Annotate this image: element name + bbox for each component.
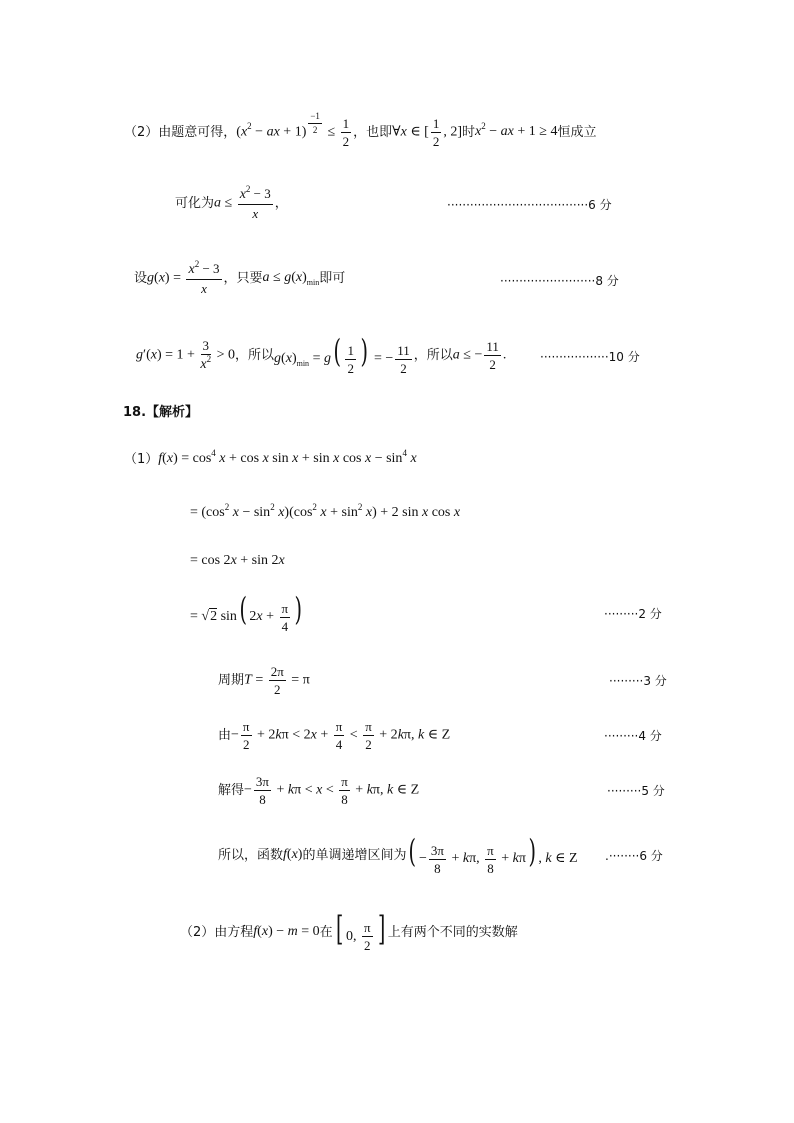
formula-interval: ( − $\frac{3\pi}{8}$ + kπ, $\frac{\pi}{8}$ + kπ) , k ∈ Z bbox=[408, 832, 578, 876]
formula-double-angle: = cos 2x + sin 2x bbox=[190, 553, 285, 568]
line-define-g: 设 g(x) = $\frac{x^2 - 3}{x}$ ，只要 $a \le g(x)_{min}$ 即可 bbox=[134, 258, 346, 296]
score-6: ·····································6 分 bbox=[447, 198, 612, 212]
formula-g-prime: g′(x) = 1 + $\frac{3}{x^2}$ > 0 bbox=[136, 337, 236, 372]
line-inequality: 由 − $\frac{\pi}{2}$ + 2kπ < 2x + $\frac{\pi}{4}$ < $\frac{\pi}{2}$ + 2kπ, k ∈ Z bbox=[218, 718, 451, 752]
score-8: ·························8 分 bbox=[500, 274, 619, 288]
formula-quadratic: $x^2$ − ax + 1 ≥ 4 bbox=[475, 121, 558, 139]
formula-inequality: ($x^2$ − ax + 1) $\frac{-1}{2}$ ≤ $\frac{1}{2}$ bbox=[236, 110, 350, 149]
score-6b: .········6 分 bbox=[605, 849, 663, 863]
score-2: ·········2 分 bbox=[604, 607, 662, 621]
line-period: 周期 T = $\frac{2\pi}{2}$ = π bbox=[218, 663, 310, 697]
formula-f-def: $f(x) = \cos^4 x + \cos x$ sin x + sin x $\cos x - \sin^4 x$ bbox=[158, 448, 417, 466]
formula-f-x: f(x) bbox=[283, 847, 303, 862]
line-interval: 所以，函数 f(x) 的单调递增区间为 ( − $\frac{3\pi}{8}$ + kπ, $\frac{\pi}{8}$ + kπ) , k ∈ Z bbox=[218, 832, 578, 876]
score-5: ·········5 分 bbox=[607, 784, 665, 798]
line-derivative: g′(x) = 1 + $\frac{3}{x^2}$ > 0 ，所以 $g(x)_{min} = g$( $\frac{1}{2}$ ) = − $\frac{11}{2}$ ，所以 a ≤ − $\frac{11}{2}$ . bbox=[136, 332, 507, 376]
line-f-def: （1） $f(x) = \cos^4 x + \cos x$ sin x + sin x $\cos x - \sin^4 x$ bbox=[124, 448, 417, 467]
score-10: ··················10 分 bbox=[540, 350, 640, 364]
formula-forall: ∀x ∈ [ $\frac{1}{2}$ , 2] bbox=[392, 115, 463, 149]
formula-expand: = ($\cos^2$ $x - \sin^2 x)(\cos^2$ $x + \sin^2 x) + 2$ sin x cos x bbox=[190, 502, 461, 520]
line-part2-condition: （2）由题意可得， ($x^2$ − ax + 1) $\frac{-1}{2}$ ≤ $\frac{1}{2}$ ，也即 ∀x ∈ [ $\frac{1}{2}$ , 2] 时 $x^2$ − ax + 1 ≥ 4 恒成立 bbox=[124, 110, 597, 149]
formula-g-def: g(x) = $\frac{x^2 - 3}{x}$ bbox=[147, 258, 220, 296]
formula-a-result: a ≤ − $\frac{11}{2}$ . bbox=[452, 338, 507, 372]
formula-monotone-inequality: − $\frac{\pi}{2}$ + 2kπ < 2x + $\frac{\pi}{4}$ < $\frac{\pi}{2}$ + 2kπ, k ∈ Z bbox=[231, 718, 451, 752]
formula-sqrt2-sin: = √2 sin( 2x + $\frac{\pi}{4}$ ) bbox=[190, 590, 303, 634]
formula-solve: − $\frac{3\pi}{8}$ + kπ < x < $\frac{\pi}{8}$ + kπ, k ∈ Z bbox=[244, 773, 420, 807]
line-part2-equation: （2）由方程 f(x) − m = 0 在 [ 0, $\frac{\pi}{2}$ ] 上有两个不同的实数解 bbox=[180, 908, 518, 954]
score-4: ·········4 分 bbox=[604, 729, 662, 743]
score-3: ·········3 分 bbox=[609, 674, 667, 688]
label-part2: （2）由题意可得， bbox=[124, 124, 237, 140]
formula-equation: f(x) − m = 0 bbox=[253, 924, 320, 939]
formula-domain: [ 0, $\frac{\pi}{2}$ ] bbox=[335, 908, 385, 954]
formula-g-min: $a \le g(x)_{min}$ bbox=[262, 270, 320, 287]
line-sqrt2-sin bbox=[190, 590, 305, 634]
problem-18-heading: 18.【解析】 bbox=[123, 404, 199, 420]
formula-period: T = $\frac{2\pi}{2}$ = π bbox=[244, 663, 310, 697]
line-expand bbox=[190, 502, 460, 524]
line-solve: 解得 − $\frac{3\pi}{8}$ + kπ < x < $\frac{\pi}{8}$ + kπ, k ∈ Z bbox=[218, 773, 420, 807]
line-double-angle bbox=[190, 550, 285, 572]
line-rewrite: 可化为 a ≤ $\frac{x^2 - 3}{x}$ ， bbox=[175, 183, 288, 221]
formula-a-bound: a ≤ $\frac{x^2 - 3}{x}$ bbox=[214, 183, 271, 221]
formula-g-min-value: $g(x)_{min} = g$( $\frac{1}{2}$ ) = − $\frac{11}{2}$ bbox=[274, 332, 410, 376]
